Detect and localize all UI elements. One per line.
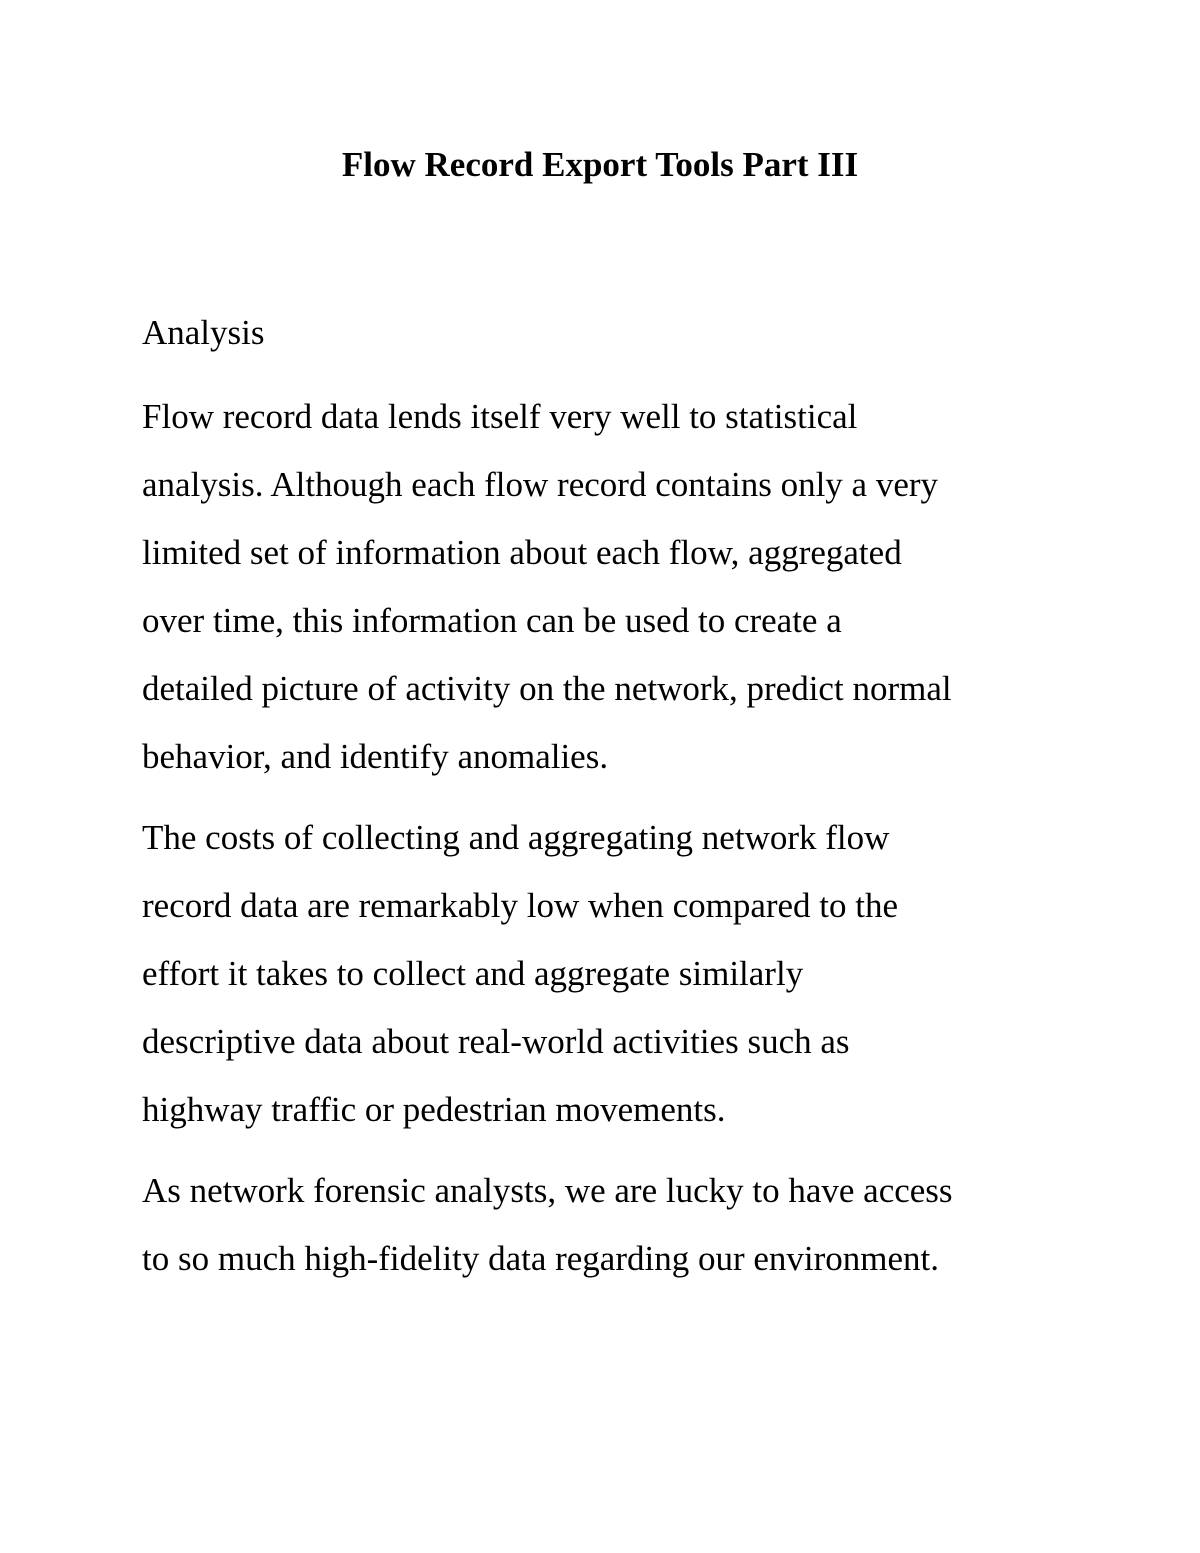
paragraph-line: behavior, and identify anomalies. bbox=[142, 737, 609, 776]
paragraph-line: to so much high-fidelity data regarding our environment. bbox=[142, 1239, 940, 1278]
paragraph-line: record data are remarkably low when compared to the bbox=[142, 886, 899, 925]
paragraph-line: effort it takes to collect and aggregate similarly bbox=[142, 954, 804, 993]
paragraph-line: analysis. Although each flow record contains only a very bbox=[142, 465, 939, 504]
document-title: Flow Record Export Tools Part III bbox=[341, 145, 859, 184]
paragraph-line: descriptive data about real-world activities such as bbox=[142, 1022, 850, 1061]
section-heading: Analysis bbox=[142, 313, 265, 352]
paragraph-line: As network forensic analysts, we are lucky to have access bbox=[142, 1171, 953, 1210]
paragraph-line: detailed picture of activity on the network, predict normal bbox=[142, 669, 952, 708]
paragraph-line: limited set of information about each flow, aggregated bbox=[142, 533, 902, 572]
paragraph-line: The costs of collecting and aggregating network flow bbox=[142, 818, 890, 857]
paragraph-line: Flow record data lends itself very well to statistical bbox=[142, 397, 858, 436]
paragraph-line: over time, this information can be used to create a bbox=[142, 601, 842, 640]
paragraph-line: highway traffic or pedestrian movements. bbox=[142, 1090, 726, 1129]
